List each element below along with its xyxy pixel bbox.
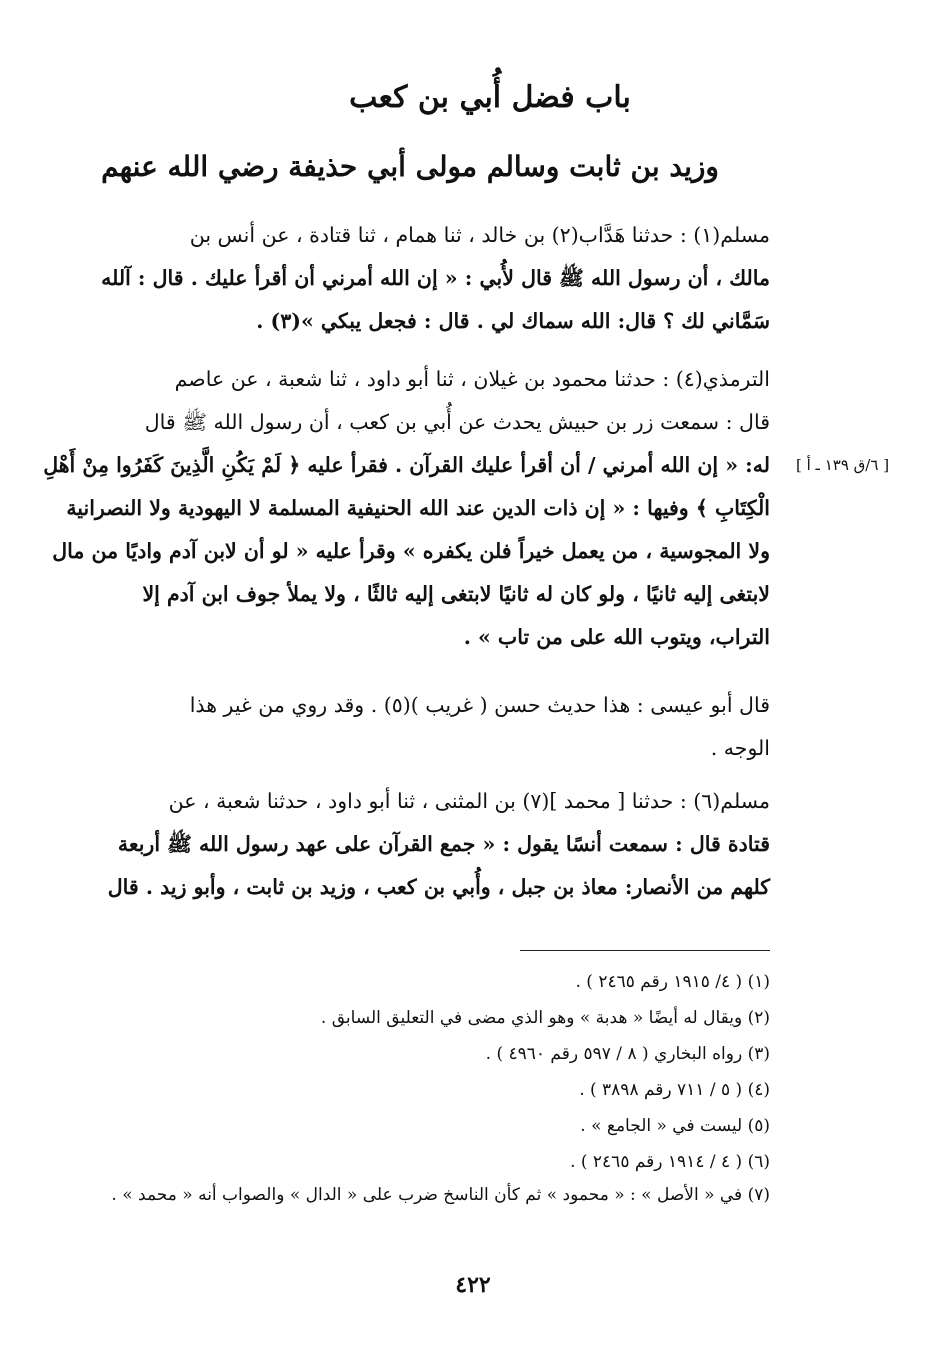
footnotes (36, 964, 770, 1210)
page-number: ٤٢٢ (455, 1272, 491, 1298)
footnote-3: (٣) رواه البخاري ( ٨ / ٥٩٧ رقم ٤٩٦٠ ) . (485, 1044, 770, 1064)
hadith-block-muslim-1 (36, 214, 770, 343)
text-line: الترمذي(٤) : حدثنا محمود بن غيلان ، ثنا أبو داود ، ثنا شعبة ، عن عاصم (174, 367, 770, 391)
footnote-divider (520, 950, 770, 951)
text-line: التراب، ويتوب الله على من تاب » . (463, 625, 770, 649)
hadith-block-tirmidhi (36, 358, 770, 659)
text-line: كلهم من الأنصار: معاذ بن جبل ، وأُبي بن كعب ، وزيد بن ثابت ، وأبو زيد . قال (107, 875, 770, 899)
text-line: قال أبو عيسى : هذا حديث حسن ( غريب )(٥) . وقد روي من غير هذا (189, 693, 770, 717)
footnote-4: (٤) ( ٥ / ٧١١ رقم ٣٨٩٨ ) . (579, 1080, 770, 1100)
text-line: مسلم(٦) : حدثنا [ محمد ](٧) بن المثنى ، ثنا أبو داود ، حدثنا شعبة ، عن (168, 789, 770, 813)
text-line: قال : سمعت زر بن حبيش يحدث عن أُبي بن كعب ، أن رسول الله ﷺ قال (144, 410, 770, 434)
text-line: قتادة قال : سمعت أنسًا يقول : « جمع القرآن على عهد رسول الله ﷺ أربعة (117, 832, 770, 856)
text-line: مسلم(١) : حدثنا هَدَّاب(٢) بن خالد ، ثنا همام ، ثنا قتادة ، عن أنس بن (189, 223, 770, 247)
chapter-title: باب فضل أُبي بن كعب (349, 80, 631, 115)
text-line: له: « إن الله أمرني / أن أقرأ عليك القرآن . فقرأ عليه ﴿ لَمْ يَكُنِ الَّذِينَ كَفَرُوا مِنْ أَهْلِ (43, 453, 770, 477)
manuscript-folio-note: [ ٦/ق ١٣٩ ـ أ ] (796, 456, 890, 474)
chapter-subtitle: وزيد بن ثابت وسالم مولى أبي حذيفة رضي الله عنهم (101, 150, 719, 183)
text-line: الوجه . (710, 736, 770, 760)
abu-isa-comment (36, 684, 770, 770)
footnote-6: (٦) ( ٤ / ١٩١٤ رقم ٢٤٦٥ ) . (570, 1152, 770, 1172)
hadith-block-muslim-2 (36, 780, 770, 909)
footnote-7: (٧) في « الأصل » : « محمود » ثم كأن الناسخ ضرب على « الدال » والصواب أنه « محمد » . (111, 1185, 770, 1205)
text-line: سَمَّاني لك ؟ قال: الله سماك لي . قال : فجعل يبكي »(٣) . (256, 309, 770, 333)
footnote-2: (٢) ويقال له أيضًا « هدبة » وهو الذي مضى في التعليق السابق . (320, 1008, 770, 1028)
footnote-5: (٥) ليست في « الجامع » . (580, 1116, 770, 1136)
text-line: لابتغى إليه ثانيًا ، ولو كان له ثانيًا لابتغى إليه ثالثًا ، ولا يملأ جوف ابن آدم إلا (142, 582, 770, 606)
text-line: ولا المجوسية ، من يعمل خيراً فلن يكفره » وقرأ عليه « لو أن لابن آدم واديًا من مال (52, 539, 770, 563)
text-line: مالك ، أن رسول الله ﷺ قال لأُبي : « إن الله أمرني أن أقرأ عليك . قال : آلله (101, 266, 770, 290)
text-line: الْكِتَابِ ﴾ وفيها : « إن ذات الدين عند الله الحنيفية المسلمة لا اليهودية ولا النصرانية (66, 496, 770, 520)
footnote-1: (١) ( ٤/ ١٩١٥ رقم ٢٤٦٥ ) . (575, 972, 770, 992)
